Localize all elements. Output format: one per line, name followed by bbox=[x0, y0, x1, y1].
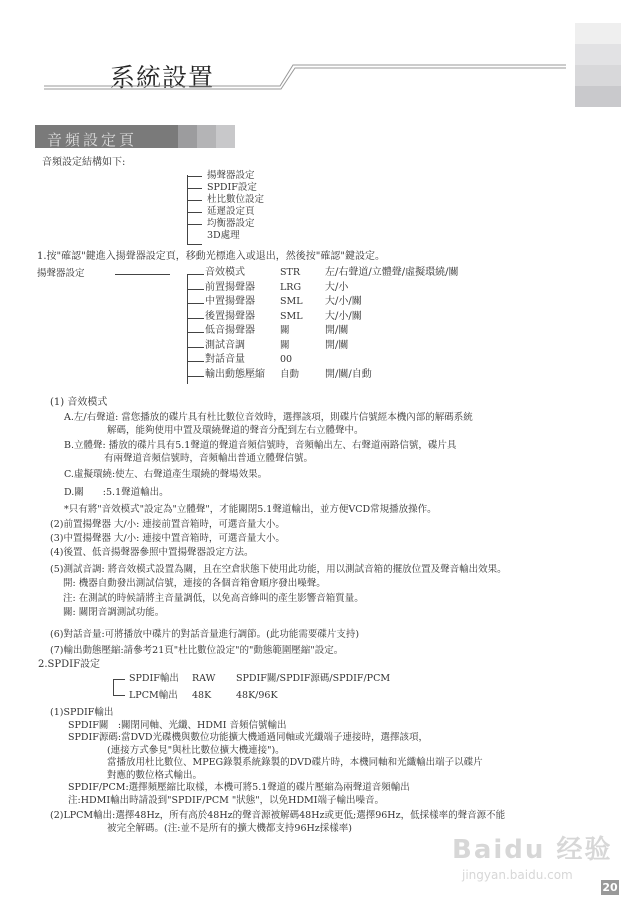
speaker-row-options: 大/小/關 bbox=[325, 296, 362, 307]
step-1-text: 1.按"確認"鍵進入揚聲器設定頁，移動光標進入或退出，然後按"確認"鍵設定。 bbox=[37, 251, 385, 262]
note-5-off: 關: 關閉音調測試功能。 bbox=[63, 607, 165, 618]
structure-item: 3D處理 bbox=[207, 230, 240, 241]
note-1-heading: (1) 音效模式 bbox=[50, 397, 108, 408]
note-c: C.虛擬環繞:使左、右聲道產生環繞的聲場效果。 bbox=[64, 469, 268, 480]
note-a: A.左/右聲道: 當您播放的碟片具有杜比數位音效時，選擇該項，則碟片信號經本機內部的解碼系統 bbox=[64, 412, 473, 423]
tree-branch bbox=[187, 200, 202, 201]
watermark-url: jingyan.baidu.com bbox=[462, 868, 573, 882]
structure-item: SPDIF設定 bbox=[207, 182, 257, 193]
speaker-row-value: 00 bbox=[280, 354, 293, 365]
note-3: (3)中置揚聲器 大/小: 連接中置音箱時，可選音量大小。 bbox=[50, 533, 285, 544]
speaker-row-value: LRG bbox=[280, 281, 302, 293]
tree-branch bbox=[187, 274, 204, 275]
spdif-note-line: 注:HDMI輸出時請設到"SPDIF/PCM "狀態"，以免HDMI端子輸出噪音。 bbox=[68, 794, 385, 806]
spdif-row-name: SPDIF輸出 bbox=[129, 673, 179, 684]
tree-branch bbox=[187, 244, 202, 245]
tree-branch bbox=[187, 376, 204, 377]
page-title: 系統設置 bbox=[110, 63, 215, 92]
speaker-row-name: 中置揚聲器 bbox=[205, 296, 255, 307]
note-5: (5)測試音調: 將音效模式設置為關，且在空倉狀態下使用此功能，用以測試音箱的擺放位置及聲音輸出效果。 bbox=[50, 564, 507, 575]
speaker-label: 揚聲器設定 bbox=[37, 268, 85, 279]
speaker-row-options: 大/小/關 bbox=[325, 310, 362, 322]
speaker-row-options: 左/右聲道/立體聲/虛擬環繞/關 bbox=[325, 267, 459, 278]
note-7: (7)輸出動態壓縮:請參考21頁"杜比數位設定"的"動態範圍壓縮"設定。 bbox=[50, 645, 344, 656]
speaker-row-value: SML bbox=[280, 310, 303, 322]
intro-text: 音頻設定結構如下: bbox=[42, 157, 126, 168]
tree-branch bbox=[187, 361, 204, 362]
spdif-note-line: 被完全解碼。(注:並不是所有的擴大機都支持96Hz採樣率) bbox=[107, 822, 352, 834]
spdif-row-name: LPCM輸出 bbox=[129, 690, 178, 701]
tree-branch bbox=[187, 347, 204, 348]
spdif-row-options: SPDIF關/SPDIF源碼/SPDIF/PCM bbox=[236, 673, 391, 684]
speaker-row-value: 關 bbox=[280, 325, 290, 336]
spdif-note-line: SPDIF源碼:當DVD光碟機與數位功能擴大機通過同軸或光纖端子連接時，選擇該項， bbox=[68, 732, 428, 743]
tree-branch bbox=[187, 176, 202, 177]
speaker-row-value: 關 bbox=[280, 339, 290, 351]
structure-item: 杜比數位設定 bbox=[207, 194, 265, 205]
note-5-on: 開: 機器自動發出測試信號，連接的各個音箱會順序發出噪聲。 bbox=[63, 578, 326, 589]
spdif-row-options: 48K/96K bbox=[236, 690, 278, 701]
spdif-note-line: (1)SPDIF輸出 bbox=[50, 707, 114, 718]
speaker-row-options: 大/小 bbox=[325, 281, 349, 293]
page-number: 20 bbox=[602, 881, 618, 894]
section-band bbox=[216, 125, 235, 148]
note-star: *只有將"音效模式"設定為"立體聲"，才能關閉5.1聲道輸出，並方便VCD常規播放操作。 bbox=[64, 504, 437, 515]
note-a-cont: 解碼，能夠使用中置及環繞聲道的聲音分配到左右立體聲中。 bbox=[107, 425, 364, 436]
spdif-note-line: SPDIF/PCM:選擇頻壓縮比取樣，本機可將5.1聲道的碟片壓縮為兩聲道音頻輸出 bbox=[68, 782, 410, 793]
note-b-cont: 有兩聲道音頻信號時，音頻輸出普通立體聲信號。 bbox=[104, 453, 314, 464]
tree-branch bbox=[187, 212, 202, 213]
tree-trunk bbox=[187, 274, 188, 384]
speaker-row-value: 自動 bbox=[280, 368, 300, 380]
note-d: D.關 :5.1聲道輸出。 bbox=[64, 487, 169, 498]
section-band bbox=[197, 125, 216, 148]
speaker-row-options: 開/關 bbox=[325, 325, 349, 336]
speaker-row-name: 前置揚聲器 bbox=[205, 281, 255, 293]
speaker-row-name: 音效模式 bbox=[205, 267, 245, 278]
speaker-row-name: 對話音量 bbox=[205, 354, 245, 365]
tree-branch bbox=[113, 679, 125, 680]
spdif-row-value: 48K bbox=[192, 690, 212, 701]
spdif-note-line: 對應的數位格式輸出。 bbox=[107, 769, 203, 781]
speaker-connector bbox=[115, 274, 170, 275]
baidu-watermark-logo bbox=[452, 836, 612, 864]
tree-branch bbox=[187, 303, 204, 304]
structure-item: 延遲設定頁 bbox=[207, 206, 255, 217]
tree-branch bbox=[187, 224, 202, 225]
structure-item: 揚聲器設定 bbox=[207, 170, 255, 181]
watermark-logo-text: Baidu 经验 bbox=[452, 835, 613, 865]
speaker-row-name: 測試音調 bbox=[205, 339, 245, 351]
spdif-note-line: (2)LPCM輸出:選擇48Hz，所有高於48Hz的聲音源被解碼48Hz或更低;選擇96Hz，低採樣率的聲音源不能 bbox=[50, 810, 506, 821]
structure-item: 均衡器設定 bbox=[207, 218, 255, 229]
title-rule bbox=[0, 0, 621, 110]
spdif-label: 2.SPDIF設定 bbox=[38, 659, 101, 670]
section-header bbox=[35, 125, 245, 148]
spdif-note-line: 當播放用杜比數位、MPEG錄製系統錄製的DVD碟片時，本機同軸和光纖輸出端子以碟片 bbox=[107, 757, 483, 768]
tree-trunk bbox=[187, 175, 188, 244]
note-5-caution: 注: 在測試的時候請將主音量調低，以免高音蜂叫的產生影響音箱質量。 bbox=[63, 593, 364, 604]
note-4: (4)後置、低音揚聲器參照中置揚聲器設定方法。 bbox=[50, 547, 254, 558]
tree-branch bbox=[187, 289, 204, 290]
speaker-row-name: 低音揚聲器 bbox=[205, 325, 255, 336]
tree-branch bbox=[187, 188, 202, 189]
spdif-note-line: (連接方式參見"與杜比數位擴大機連接")。 bbox=[107, 744, 285, 756]
tree-branch bbox=[113, 695, 125, 696]
speaker-row-options: 開/關 bbox=[325, 339, 349, 351]
tree-branch bbox=[187, 332, 204, 333]
tree-trunk bbox=[113, 679, 114, 695]
note-6: (6)對話音量:可將播放中碟片的對話音量進行調節。(此功能需要碟片支持) bbox=[50, 629, 360, 640]
speaker-row-name: 後置揚聲器 bbox=[205, 310, 255, 322]
spdif-note-line: SPDIF關 :關閉同軸、光纖、HDMI 音頻信號輸出 bbox=[68, 719, 287, 731]
speaker-row-name: 輸出動態壓縮 bbox=[205, 368, 265, 380]
section-title: 音頻設定頁 bbox=[47, 131, 138, 149]
speaker-row-value: STR bbox=[280, 267, 300, 278]
spdif-row-value: RAW bbox=[192, 673, 216, 684]
speaker-row-options: 開/關/自動 bbox=[325, 368, 372, 380]
section-band bbox=[178, 125, 197, 148]
note-b: B.立體聲: 播放的碟片具有5.1聲道的聲道音頻信號時，音頻輸出左、右聲道兩路信號，碟片具 bbox=[64, 440, 457, 451]
speaker-row-value: SML bbox=[280, 296, 303, 307]
tree-branch bbox=[187, 318, 204, 319]
note-2: (2)前置揚聲器 大/小: 連接前置音箱時，可選音量大小。 bbox=[50, 519, 285, 530]
